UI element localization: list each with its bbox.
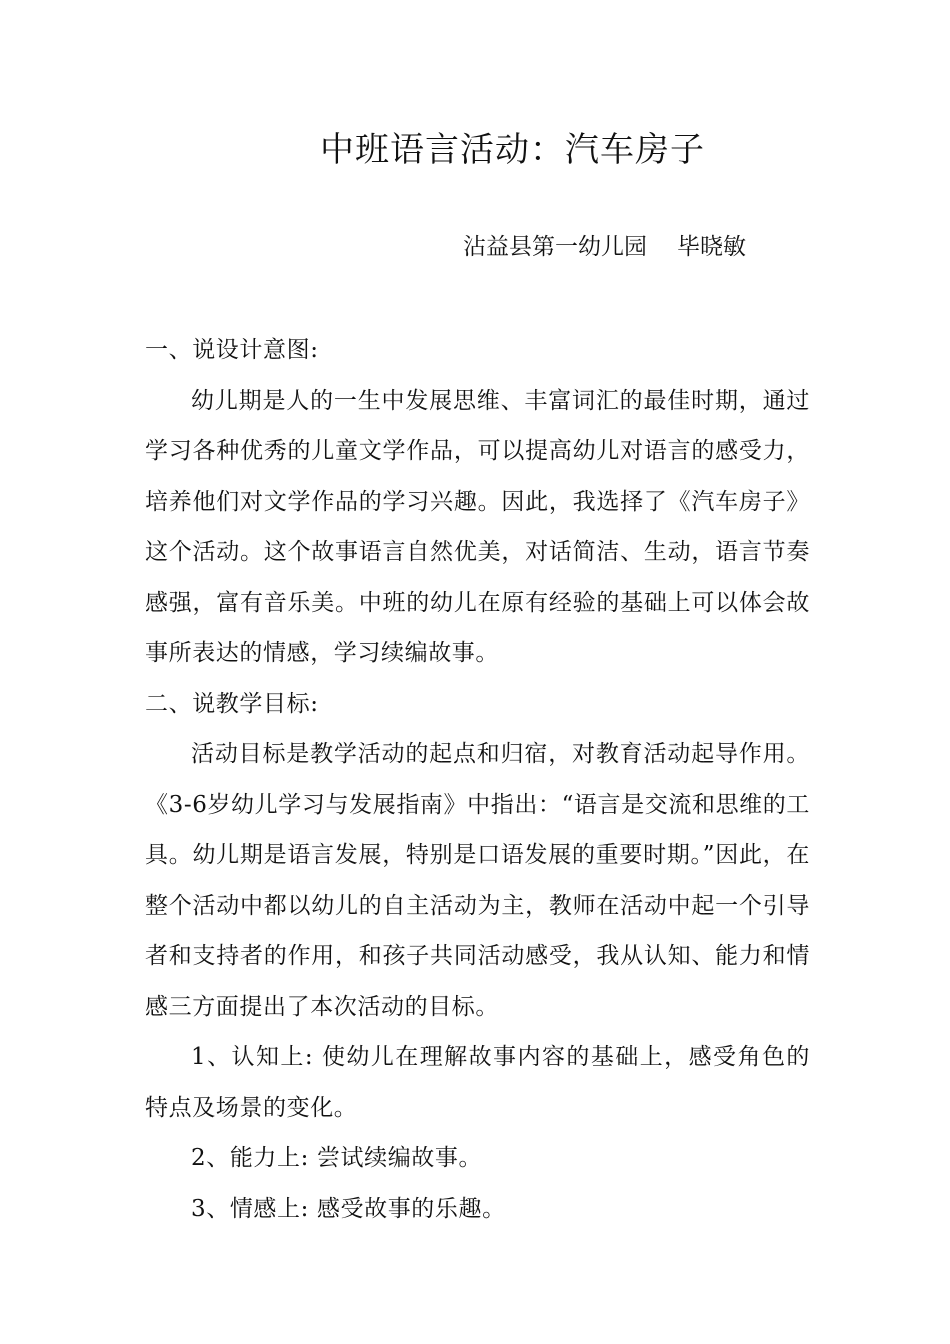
author-name: 毕晓敏	[677, 234, 746, 260]
document-body	[145, 325, 810, 1234]
author-line	[463, 225, 746, 269]
goal-item-cognitive: 1、认知上: 使幼儿在理解故事内容的基础上，感受角色的特点及场景的变化。	[145, 1044, 810, 1121]
goal-item-ability: 2、能力上: 尝试续编故事。	[191, 1145, 483, 1171]
paragraph-design-intent: 幼儿期是人的一生中发展思维、丰富词汇的最佳时期，通过学习各种优秀的儿童文学作品，可以提高幼儿对语言的感受力，培养他们对文学作品的学习兴趣。因此，我选择了《汽车房子》这个活动。这个故事语言自然优美，对话简洁、生动，语言节奏感强，富有音乐美。中班的幼儿在原有经验的基础上可以体会故事所表达的情感，学习续编故事。	[145, 387, 810, 666]
section-heading-teaching-goals: 二、说教学目标:	[145, 690, 319, 717]
goal-item-emotion: 3、情感上: 感受故事的乐趣。	[191, 1195, 506, 1222]
paragraph-teaching-goals: 活动目标是教学活动的起点和归宿，对教育活动起导作用。《3-6岁幼儿学习与发展指南》中指出：“语言是交流和思维的工具。幼儿期是语言发展，特别是口语发展的重要时期。”因此，在整个活动中都以幼儿的自主活动为主，教师在活动中起一个引导者和支持者的作用，和孩子共同活动感受，我从认知、能力和情感三方面提出了本次活动的目标。	[145, 741, 810, 1020]
document-title: 中班语言活动：汽车房子	[320, 130, 705, 170]
section-heading-design-intent: 一、说设计意图:	[145, 337, 319, 363]
author-school: 沾益县第一幼儿园	[463, 234, 647, 260]
